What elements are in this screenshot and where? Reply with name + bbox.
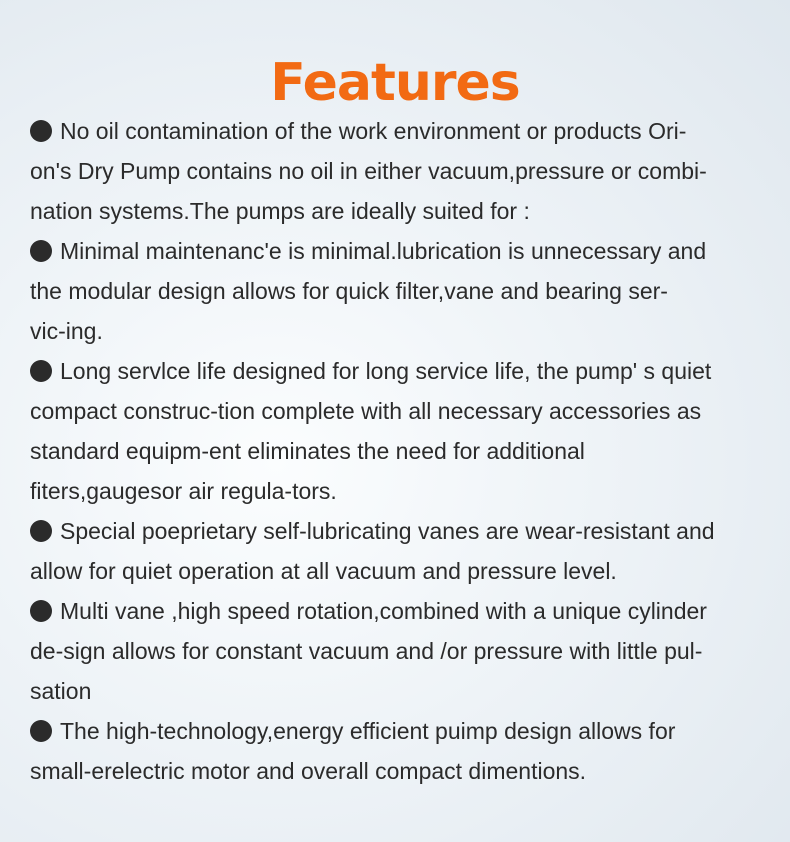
feature-item (30, 231, 770, 351)
feature-item (30, 591, 770, 711)
feature-item (30, 111, 770, 231)
feature-item (30, 351, 770, 511)
page-title: Features (270, 52, 520, 113)
features-list (30, 111, 770, 791)
feature-text: Minimal maintenanc'e is minimal.lubrication is unnecessary and the modular design allows for quick filter,vane and bearing ser- vic-ing. (30, 238, 707, 344)
bullet-icon (30, 600, 52, 622)
bullet-icon (30, 360, 52, 382)
feature-text: Special poeprietary self-lubricating vanes are wear-resistant and allow for quiet operation at all vacuum and pressure level. (30, 518, 715, 584)
feature-text: The high-technology,energy efficient puimp design allows for small-erelectric motor and overall compact dimentions. (30, 718, 676, 784)
feature-item (30, 511, 770, 591)
feature-text: Long servlce life designed for long service life, the pump' s quiet compact construc-tion complete with all necessary accessories as standard equipm-ent eliminates the need for additional fiters,gaugesor air regula-tors. (30, 358, 712, 504)
feature-text: Multi vane ,high speed rotation,combined with a unique cylinder de-sign allows for constant vacuum and /or pressure with little pul- sation (30, 598, 707, 704)
feature-text: No oil contamination of the work environment or products Ori- on's Dry Pump contains no oil in either vacuum,pressure or combi- nation systems.The pumps are ideally suited for : (30, 118, 707, 224)
bullet-icon (30, 120, 52, 142)
bullet-icon (30, 520, 52, 542)
bullet-icon (30, 720, 52, 742)
bullet-icon (30, 240, 52, 262)
feature-item (30, 711, 770, 791)
